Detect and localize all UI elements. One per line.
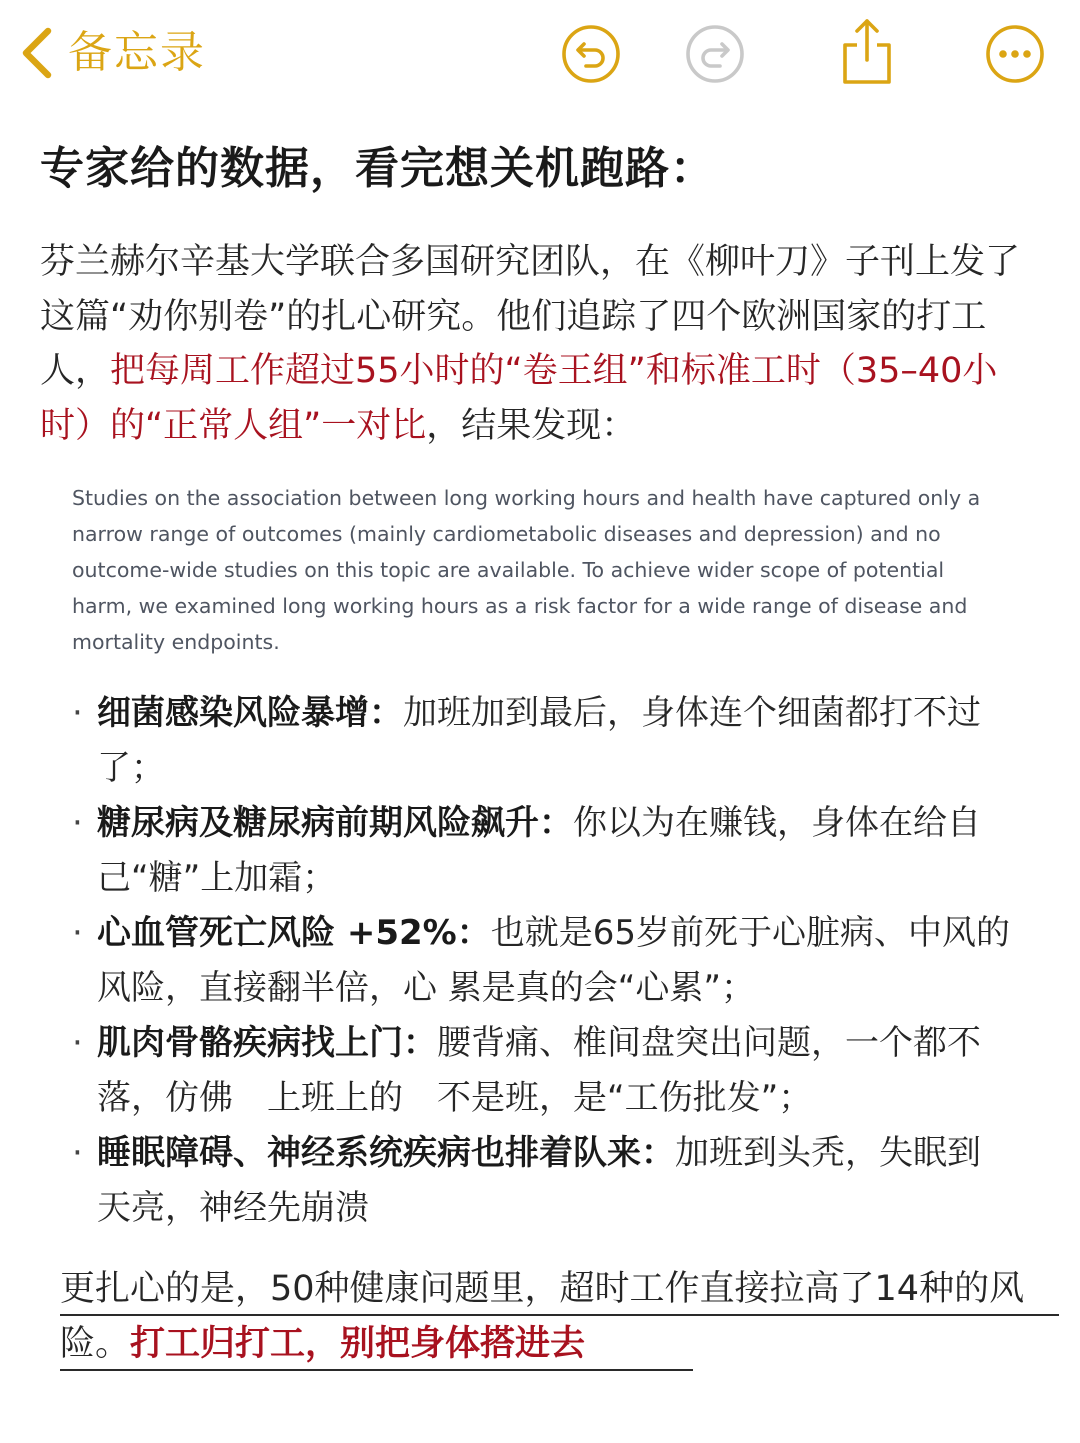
intro-text-end: ，结果发现： xyxy=(426,405,637,446)
redo-icon xyxy=(684,23,746,85)
conclusion-text: 更扎心的是，50种健康问题里，超时工作直接拉高了14种的风险。 xyxy=(60,1269,1025,1364)
finding-term: 肌肉骨骼疾病找上门： xyxy=(97,1023,437,1063)
intro-paragraph xyxy=(40,235,1040,453)
undo-icon xyxy=(560,23,622,85)
list-item xyxy=(72,1016,1012,1126)
bullet: · xyxy=(72,693,83,733)
back-button[interactable] xyxy=(20,22,206,84)
more-button[interactable] xyxy=(984,23,1046,85)
handwritten-underline xyxy=(60,1314,1059,1316)
redo-button[interactable] xyxy=(684,23,746,85)
finding-desc: 你以为在赚钱，身体在给自己“糖”上加霜； xyxy=(97,803,981,898)
finding-term: 心血管死亡风险 +52%： xyxy=(97,913,491,953)
ellipsis-icon xyxy=(984,23,1046,85)
handwritten-underline xyxy=(60,1369,693,1371)
finding-term: 睡眠障碍、神经系统疾病也排着队来： xyxy=(97,1133,675,1173)
finding-desc: 加班到头秃，失眠到天亮，神经先崩溃 xyxy=(97,1133,981,1228)
finding-desc: 也就是65岁前死于心脏病、中风的风险，直接翻半倍，心 累是真的会“心累”； xyxy=(97,913,1010,1008)
bullet: · xyxy=(72,913,83,953)
finding-term: 细菌感染风险暴增： xyxy=(97,693,403,733)
conclusion-paragraph xyxy=(60,1262,1060,1372)
conclusion-highlight: 打工归打工，别把身体搭进去 xyxy=(130,1324,586,1364)
toolbar xyxy=(0,0,1080,108)
intro-highlight: 把每周工作超过55小时的“卷王组”和标准工时（35–40小时）的“正常人组”一对比 xyxy=(40,351,998,446)
chevron-left-icon xyxy=(20,26,54,80)
undo-button[interactable] xyxy=(560,23,622,85)
findings-list xyxy=(72,686,1012,1236)
finding-term: 糖尿病及糖尿病前期风险飙升： xyxy=(97,803,573,843)
bullet: · xyxy=(72,803,83,843)
back-label: 备忘录 xyxy=(68,27,206,78)
list-item xyxy=(72,906,1012,1016)
finding-desc: 加班加到最后，身体连个细菌都打不过了； xyxy=(97,693,981,788)
note-title: 专家给的数据，看完想关机跑路： xyxy=(40,143,715,194)
list-item xyxy=(72,686,1012,796)
abstract-quote: Studies on the association between long working hours and health have captured only a narrow range of outcomes (mainly cardiometabolic diseases and depression) and no outcome-wide studies on this topic are available. To achieve wider scope of potential harm, we examined long working hours as a risk factor for a wide range of disease and mortality endpoints. xyxy=(72,486,981,654)
bullet: · xyxy=(72,1133,83,1173)
intro-text: 芬兰赫尔辛基大学联合多国研究团队，在《柳叶刀》子刊上发了这篇“劝你别卷”的扎心研究。他们追踪了四个欧洲国家的打工人， xyxy=(40,242,1021,391)
list-item xyxy=(72,1126,1012,1236)
bullet: · xyxy=(72,1023,83,1063)
share-button[interactable] xyxy=(836,16,898,78)
share-icon xyxy=(836,16,898,86)
finding-desc: 腰背痛、椎间盘突出问题，一个都不落，仿佛 上班上的 不是班，是“工伤批发”； xyxy=(97,1023,981,1118)
list-item xyxy=(72,796,1012,906)
